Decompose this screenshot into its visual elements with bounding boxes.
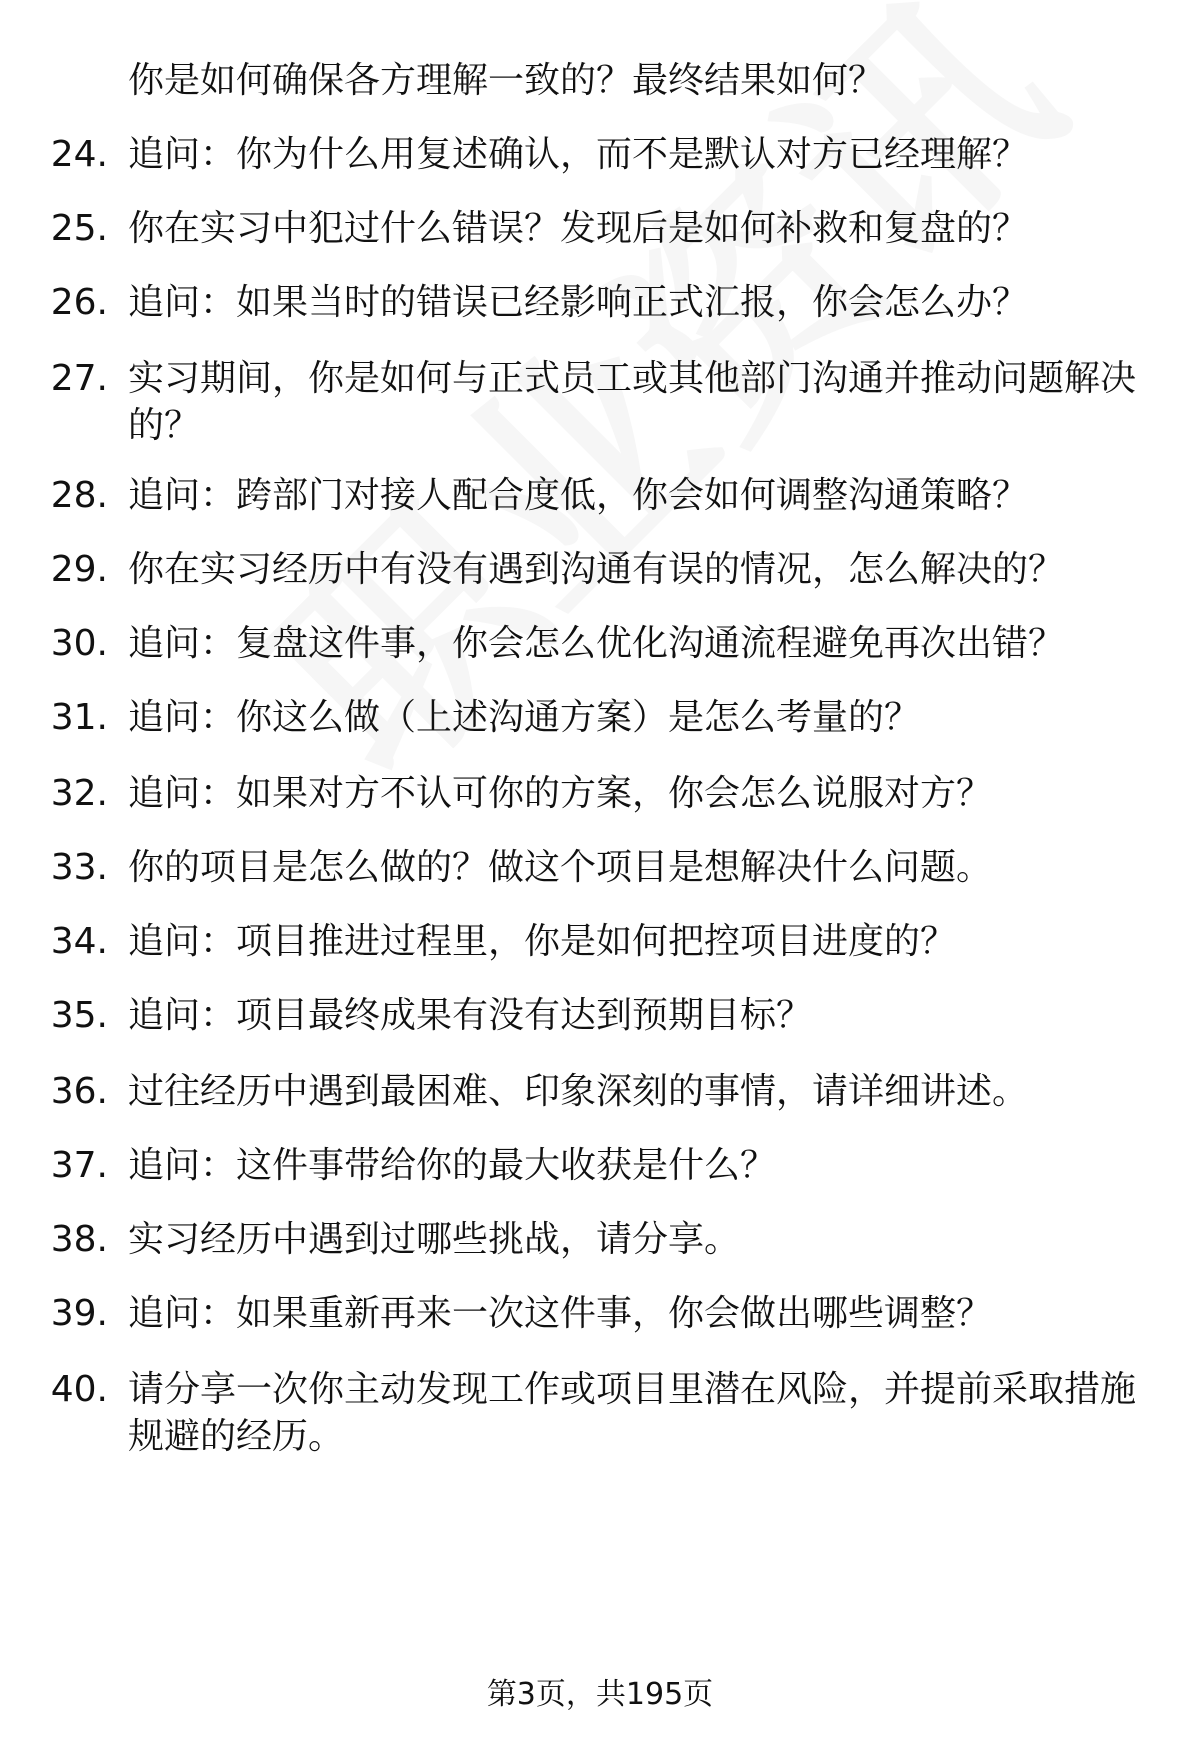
item-number: 36. <box>50 1071 108 1112</box>
item-number: 26. <box>50 282 108 323</box>
item-number: 40. <box>50 1369 108 1410</box>
item-text: 过往经历中遇到最困难、印象深刻的事情，请详细讲述。 <box>128 1071 1029 1112</box>
item-text: 追问：项目最终成果有没有达到预期目标？ <box>128 995 813 1036</box>
item-number: 27. <box>50 358 108 399</box>
item-text: 追问：你这么做（上述沟通方案）是怎么考量的？ <box>128 697 921 738</box>
item-number: 28. <box>50 475 108 516</box>
item-number: 25. <box>50 208 108 249</box>
item-number: 37. <box>50 1145 108 1186</box>
item-number: 32. <box>50 773 108 814</box>
item-number: 35. <box>50 995 108 1036</box>
item-text: 追问：项目推进过程里，你是如何把控项目进度的？ <box>128 921 957 962</box>
item-number: 30. <box>50 623 108 664</box>
item-number: 38. <box>50 1219 108 1260</box>
item-number: 31. <box>50 697 108 738</box>
item-number: 39. <box>50 1293 108 1334</box>
item-text: 你是如何确保各方理解一致的？最终结果如何？ <box>128 60 885 101</box>
item-text: 追问：如果重新再来一次这件事，你会做出哪些调整？ <box>128 1293 993 1334</box>
item-text: 追问：你为什么用复述确认，而不是默认对方已经理解？ <box>128 134 1029 175</box>
item-text: 追问：复盘这件事，你会怎么优化沟通流程避免再次出错？ <box>128 623 1065 664</box>
item-text: 实习经历中遇到过哪些挑战，请分享。 <box>128 1219 741 1260</box>
item-number: 29. <box>50 549 108 590</box>
item-text: 请分享一次你主动发现工作或项目里潜在风险，并提前采取措施规避的经历。 <box>128 1369 1137 1457</box>
item-text: 追问：跨部门对接人配合度低，你会如何调整沟通策略？ <box>128 475 1029 516</box>
item-text: 你在实习中犯过什么错误？发现后是如何补救和复盘的？ <box>128 208 1029 249</box>
item-text: 实习期间，你是如何与正式员工或其他部门沟通并推动问题解决的？ <box>128 358 1137 446</box>
item-text: 你在实习经历中有没有遇到沟通有误的情况，怎么解决的？ <box>128 549 1065 590</box>
item-text: 追问：这件事带给你的最大收获是什么？ <box>128 1145 777 1186</box>
item-number: 34. <box>50 921 108 962</box>
item-number: 33. <box>50 847 108 888</box>
item-number: 24. <box>50 134 108 175</box>
item-text: 你的项目是怎么做的？做这个项目是想解决什么问题。 <box>128 847 993 888</box>
page-footer: 第3页，共195页 <box>486 1677 714 1712</box>
item-text: 追问：如果对方不认可你的方案，你会怎么说服对方？ <box>128 773 993 814</box>
item-text: 追问：如果当时的错误已经影响正式汇报，你会怎么办？ <box>128 282 1029 323</box>
